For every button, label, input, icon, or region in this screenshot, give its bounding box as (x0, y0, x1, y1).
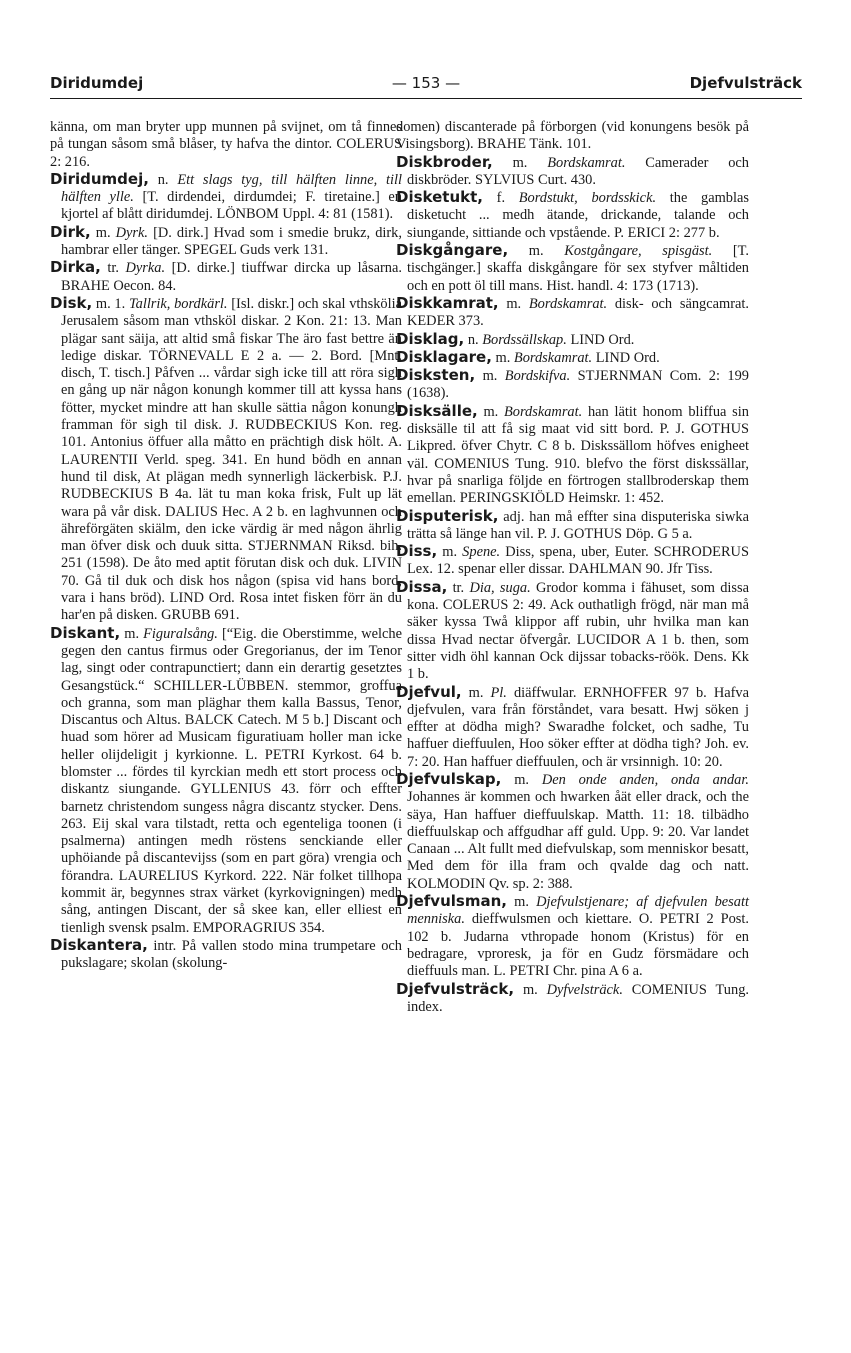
headword: Diskkamrat, (396, 293, 499, 312)
headword: Djefvulsträck, (396, 979, 515, 998)
part-of-speech: m. (522, 981, 538, 998)
part-of-speech: m. 1. (95, 295, 126, 312)
definition: Bordskamrat. (504, 403, 583, 420)
dictionary-entry (396, 154, 749, 190)
dictionary-entry (396, 242, 749, 295)
dictionary-entry (396, 981, 749, 1017)
definition: Ett slags tyg, till hälften linne, till hälften ylle. (61, 171, 402, 206)
entry-body: han må effter sina disputeriska siwka trätta så länge han vil. P. J. GOTHUS Döp. G 5 a. (407, 508, 749, 542)
entry-body: [“Eig. die Oberstimme, welche gegen den cantus firmus oder Gregorianus, der im Tenor lag, singt oder contrapunctiert; dann ein derartig gesetztes Gesangstück.“ SCHILLER-LÜBBEN. stemmor, groffua och granna, som man pläghar them kalla Bassus, Tenor, Discantus och Altus. BALCK Catech. M 5 b.] Discant och huad som hörer ad Musicam figuratiuam holler man icke heller olijdeligit j kyrkionne. L. PETRI Kyrkost. 64 b. blomster ... fördes til kyrckian medh ett stort process och diskantz siungande. GYLLENIUS 43. förr och effter barnetz christendom sungess några discantz stycker. Dens. 263. Eij skal vara tilstadt, retta och egenteliga toonen (i psalmerna) antingen medh röstens senckiande eller uphöiande på discantevijss (som en part göra) vrengia och förandra. LAURELIUS Kyrkord. 222. När folket tillhopa kommit är, begynnes strax värket (kyrkovigningen) medh sång, antingen Discant, der så skee kan, eller elliest en tienligh svensk psalm. EMPORAGRIUS 354. (61, 625, 402, 936)
headword: Dirk, (50, 222, 91, 241)
continued-text (50, 119, 402, 171)
entry-text: känna, om man bryter upp munnen på svijnet, om tå finnes på tungan såsom små blåser, ty hafva the dintor. COLERUS 2: 216. (50, 119, 402, 170)
dictionary-entry (50, 259, 402, 295)
part-of-speech: m. (514, 894, 529, 911)
part-of-speech: m. (468, 684, 484, 701)
entry-body: Grodor komma i fähuset, som dissa kona. COLERUS 2: 49. Ack outhatligh frögd, när man må säker kyssa Twå klippor aff rubin, uhr hvilka man kan dissa Hvad nectar öfvergår. LUCIDOR A 1 b. then, som sitter vidh öhl kannan Ock dijssar tobacks-röök. Dens. Kk 1 b. (407, 579, 749, 683)
definition: Dyrk. (115, 224, 148, 241)
dictionary-entry (396, 295, 749, 331)
dictionary-entry (396, 349, 749, 367)
part-of-speech: m. (514, 771, 529, 788)
part-of-speech: m. (442, 544, 458, 561)
part-of-speech: tr. (107, 260, 119, 277)
dictionary-entry (50, 625, 402, 937)
dictionary-entry (396, 508, 749, 544)
dictionary-entry (396, 331, 749, 349)
entry-body: COMENIUS Tung. index. (407, 981, 749, 1015)
headword: Disk, (50, 293, 93, 312)
page-header (50, 72, 802, 99)
dictionary-entry (50, 295, 402, 625)
entry-body: STJERNMAN Com. 2: 199 (1638). (407, 368, 749, 402)
part-of-speech: tr. (452, 579, 465, 596)
headword: Djefvulsman, (396, 892, 507, 911)
part-of-speech: m. (528, 243, 544, 260)
entry-body: [D. dirke.] tiuffwar dircka up låsarna. BRAHE Oecon. 84. (61, 260, 402, 294)
part-of-speech: n. (157, 171, 169, 188)
part-of-speech: m. (95, 224, 111, 241)
continued-text (396, 119, 749, 154)
entry-body: Johannes är kommen och hwarken åät eller drack, och the säya, Han haffuer dieffuulskap. Matth. 11: 18. tilbädho dieffuulskap och affgudhar aff guld. Upp. 9: 20. Var landet Canaan ... Alt fullt med diefvulskap, som menniskor besatt, Med dem för illa fram och qvalde dag och natt. KOLMODIN Qv. sp. 2: 388. (407, 789, 749, 892)
entry-body: [D. dirk.] Hvad som i smedie brukz, dirk, hambrar eller tänger. SPEGEL Guds verk 131. (61, 224, 402, 259)
headword: Disklagare, (396, 347, 492, 366)
definition: Bordskamrat. (513, 349, 593, 366)
entry-body: På vallen stodo mina trumpetare och pukslagare; skolan (skolung- (61, 937, 402, 972)
entry-body: han lätit honom bliffua sin disksälle til att få sig maat vid sitt bord. P. J. GOTHUS Likpred. öfver Chytr. C 8 b. Diskssällom höfves enigheet väl. COMENIUS Tung. 910. blefvo the först diskssällar, hvar på snarliga följde en förtrogen stallbroderskap them emellan. PERINGSKIÖLD Heimskr. 1: 452. (407, 403, 749, 507)
header-right-catchword: Djefvulsträck (689, 74, 802, 92)
headword: Diskant, (50, 623, 121, 642)
headword: Disketukt, (396, 188, 483, 207)
entry-body: the gamblas disketucht ... medh ätande, drickande, talande och siungande, sittiande och vpstående. P. ERICI 2: 277 b. (407, 190, 749, 241)
definition: Bordskamrat. (547, 154, 626, 171)
dictionary-entry (396, 771, 749, 893)
dictionary-entry (50, 937, 402, 973)
dictionary-entry (396, 579, 749, 684)
definition: Spene. (462, 544, 501, 561)
part-of-speech: m. (482, 368, 498, 385)
part-of-speech: m. (495, 349, 511, 366)
entry-body: [T. dirdendei, dirdumdei; F. tiretaine.] en kjortel af blått diridumdej. LÖNBOM Uppl. 4: 81 (1581). (61, 189, 402, 223)
part-of-speech: m. (512, 154, 528, 171)
part-of-speech: intr. (153, 937, 177, 954)
definition: Dyrka. (125, 260, 166, 277)
part-of-speech: n. (467, 331, 479, 348)
dictionary-entry (50, 171, 402, 224)
headword: Disputerisk, (396, 506, 499, 525)
entry-body: [Isl. diskr.] och skal vthskölia Jerusalem såsom man vthsköl diskar. 2 Kon. 21: 13. Man plägar sant säija, att altid små fiskar The äro fast bettre än ledige diskar. TÖRNEVALL E 2 a. — 2. Bord. [Mnt. disch, T. tisch.] Påfven ... vårdar sigh icke till att röra sigh en gång up när någon konungh kommer till att kyssa hans fötter, mycket mindre att han skulle sättia någon konungh framman för sigh til disk. J. RUDBECKIUS Kon. reg. 101. Antonius öffuer alla måtto en prächtigh disk hölt. A. LAURENTII Verld. speg. 341. En hund bödh en annan hund til disk, At plägan medh synnerligh läckerbisk. P.J. RUDBECKIUS B 4a. lät tu man koka frisk, Fult up lät wara på vår disk. DALIUS Hec. A 2 b. en laghvunnen och ähreförgäten skiälm, den icke värdig är med någon ährlig man öfver disk och duuk sitta. STJERNMAN Riksd. bih. 251 (1598). De åto med aptit förutan disk och duk. LIVIN 70. Gå til duk och disk hos någon (spisa vid hans bord, vara i hans bröd). LIND Ord. Rosa intet fisken förr än du har'en på disken. GRUBB 691. (61, 295, 402, 624)
headword: Diridumdej, (50, 169, 149, 188)
definition: Figuralsång. (143, 625, 218, 642)
headword: Diskantera, (50, 935, 148, 954)
page-number: — 153 — (391, 74, 461, 92)
headword: Diskbroder, (396, 152, 493, 171)
entry-body: [T. tischgänger.] skaffa diskgångare för sex styfver måltiden och en pott öl till mans. Hist. handl. 4: 173 (1713). (407, 243, 749, 294)
part-of-speech: m. (483, 403, 499, 420)
headword: Diss, (396, 542, 438, 561)
dictionary-entry (396, 893, 749, 980)
definition: Bordssällskap. (482, 331, 567, 348)
headword: Disklag, (396, 329, 465, 348)
definition: Bordskifva. (504, 368, 571, 385)
definition: Dyfvelsträck. (546, 981, 623, 998)
entry-body: diäffwular. ERNHOFFER 97 b. Hafva djefvulen, vara från förståndet, vara besatt. Hwj söken j effter at dödha migh? Swaradhe folcket, och sadhe, Tu haffuer dieffuulen, Hoo söker effter at dödha tigh? Joh. ev. 7: 20. Han haffuer dieffuulen, och är vrsinnigh. 10: 20. (407, 684, 749, 770)
entry-body: disk- och sängcamrat. KEDER 373. (407, 295, 749, 330)
right-column (396, 119, 749, 1016)
dictionary-entry (396, 684, 749, 771)
definition: Tallrik, bordkärl. (128, 295, 228, 312)
headword: Djefvulskap, (396, 769, 502, 788)
dictionary-entry (396, 367, 749, 403)
part-of-speech: m. (124, 625, 140, 642)
definition: Bordskamrat. (528, 295, 608, 312)
part-of-speech: m. (506, 295, 522, 312)
headword: Diskgångare, (396, 241, 509, 260)
headword: Disksten, (396, 366, 476, 385)
dictionary-entry (396, 189, 749, 242)
headword: Djefvul, (396, 682, 462, 701)
dictionary-entry (396, 403, 749, 508)
definition: Den onde anden, onda andar. (541, 771, 749, 788)
definition: Dia, suga. (469, 579, 531, 596)
dictionary-entry (396, 543, 749, 579)
entry-body: LIND Ord. (570, 331, 635, 348)
definition: Kostgångare, spisgäst. (564, 243, 713, 260)
definition: Bordstukt, bordsskick. (518, 190, 657, 207)
part-of-speech: adj. (503, 508, 525, 525)
left-column (50, 119, 402, 973)
dictionary-entry (50, 224, 402, 260)
headword: Disksälle, (396, 401, 478, 420)
header-left-catchword: Diridumdej (50, 74, 144, 92)
entry-text: domen) discanterade på förborgen (vid konungens besök på Visingsborg). BRAHE Tänk. 101. (396, 119, 749, 153)
entry-body: Camerader och diskbröder. SYLVIUS Curt. 430. (407, 154, 749, 188)
entry-body: Diss, spena, uber, Euter. SCHRODERUS Lex. 12. spenar eller dissar. DAHLMAN 90. Jfr Tiss. (407, 544, 749, 578)
headword: Dirka, (50, 258, 101, 277)
headword: Dissa, (396, 577, 448, 596)
definition: Djefvulstjenare; af djefvulen besatt menniska. (407, 894, 749, 928)
definition: Pl. (490, 684, 507, 701)
part-of-speech: f. (496, 190, 506, 207)
entry-body: LIND Ord. (595, 349, 660, 366)
entry-body: dieffwulsmen och kiettare. O. PETRI 2 Post. 102 b. Judarna vthropade honom (Kristus) för en bedragare, vproresk, ja för en Gudz försmädare och dieffuuls man. L. PETRI Chr. pina A 6 a. (407, 911, 749, 980)
